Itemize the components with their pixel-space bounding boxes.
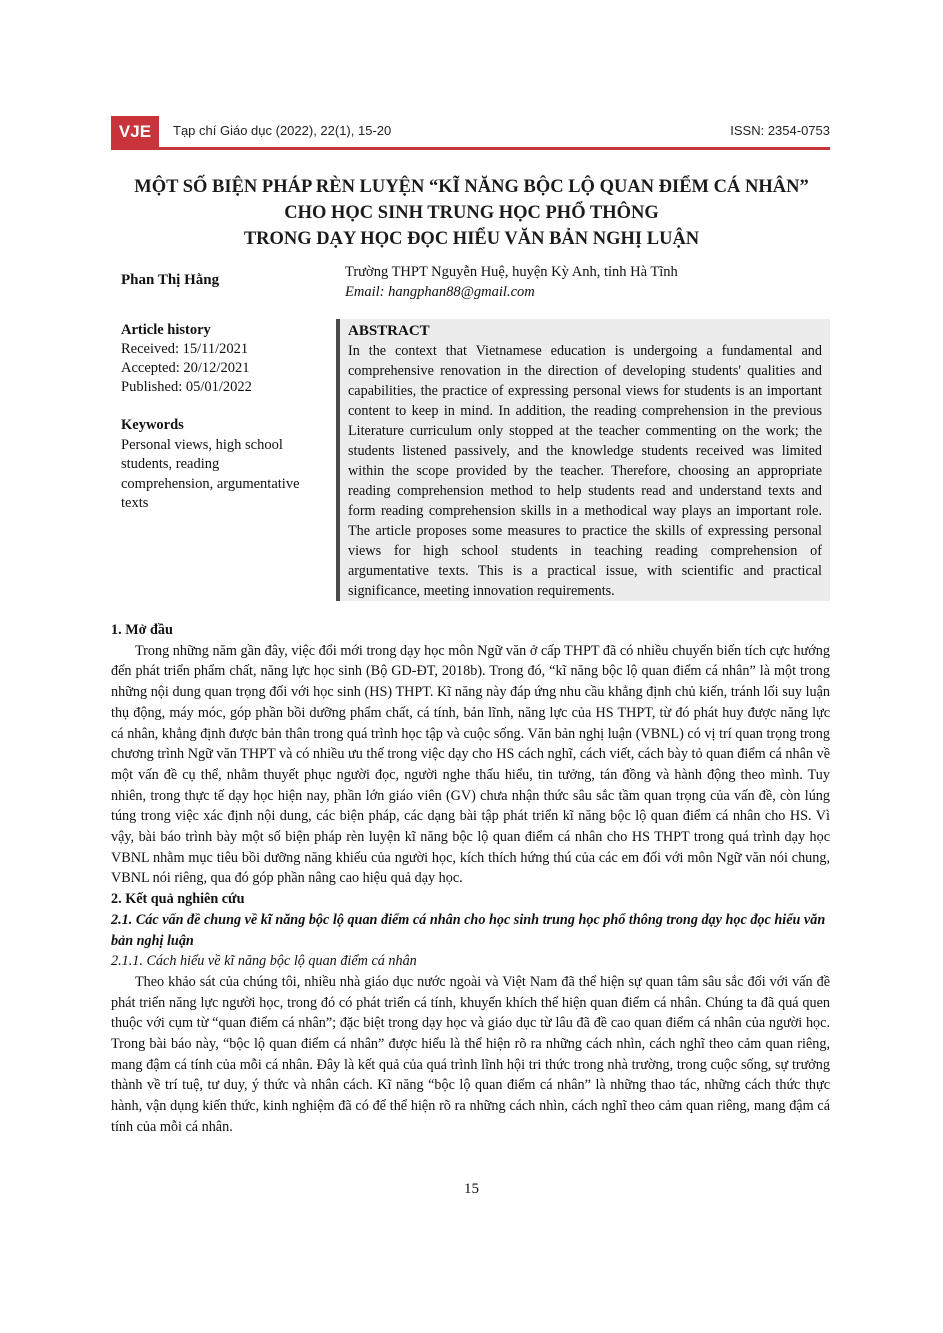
title-line-2: CHO HỌC SINH TRUNG HỌC PHỔ THÔNG [284,203,659,223]
section-2-heading: 2. Kết quả nghiên cứu [111,891,245,908]
article-history [121,321,252,397]
author-email: Email: hangphan88@gmail.com [345,284,535,300]
page-number: 15 [464,1181,479,1197]
abstract-heading: ABSTRACT [348,323,430,339]
published-date: Published: 05/01/2022 [121,379,252,395]
section-2-1-1-heading: 2.1.1. Cách hiểu về kĩ năng bộc lộ quan điểm cá nhân [111,953,417,970]
section-2-1-1-paragraph: Theo khảo sát của chúng tôi, nhiều nhà giáo dục nước ngoài và Việt Nam đã thể hiện sự quan tâm sâu sắc đối với vấn đề phát triển năng lực người học, trong đó có phát triển cá tính, khuyến khích thể hiện quan điểm cá nhân. Chúng ta đã quá quen thuộc với cụm từ “quan điểm cá nhân”; đặc biệt trong dạy học và giáo dục từ lâu đã đề cao quan điểm cá nhân của người học. Trong bài báo này, “bộc lộ quan điểm cá nhân” được hiểu là thể hiện rõ ra những cách nhìn, cách nghĩ theo cảm quan riêng, mang đậm cá tính của mỗi cá nhân. Đây là kết quả của quá trình lĩnh hội tri thức trong nhà trường, trong cuộc sống, sự trưởng thành về trí tuệ, tư duy, ý thức và nhân cách. Kĩ năng “bộc lộ quan điểm cá nhân” là những thao tác, những cách thức thực hành, vận dụng kiến thức, kinh nghiệm đã có để thể hiện rõ ra những cách nhìn, cách nghĩ theo cảm quan riêng, mang đậm cá tính của mỗi cá nhân. [111,973,830,1135]
keywords-heading: Keywords [121,417,184,433]
abstract-text: In the context that Vietnamese education is undergoing a fundamental and comprehensive renovation in the direction of developing students' qualities and capabilities, the practice of expressing personal views for students is an important content to keep in mind. In addition, the reading comprehension in the previous Literature curriculum only stopped at the teacher commenting on the work; the students listened passively, and the knowledge students received was limited within the scope provided by the teacher. Therefore, choosing an appropriate reading comprehension method to help students read and understand texts and form reading comprehension skills in a methodical way plays an important role. The article proposes some measures to practice the skills of expressing personal views for high school students in teaching reading comprehension of argumentative texts. This is a practical issue, with scientific and practical significance, meeting innovation requirements. [348,343,822,599]
title-line-3: TRONG DẠY HỌC ĐỌC HIỂU VĂN BẢN NGHỊ LUẬN [243,229,700,249]
author-affiliation-block [345,262,678,302]
section-1-paragraph: Trong những năm gần đây, việc đổi mới trong dạy học môn Ngữ văn ở cấp THPT đã có nhiều chuyển biến tích cực hướng đến phát triển phẩm chất, năng lực học sinh (Bộ GD-ĐT, 2018b). Trong đó, “kĩ năng bộc lộ quan điểm cá nhân” là một trong những nội dung quan trọng đối với học sinh (HS) THPT. Kĩ năng này đáp ứng nhu cầu khẳng định chủ kiến, tránh lối suy luận thụ động, máy móc, góp phần bồi dưỡng phẩm chất, cá tính, bản lĩnh, năng lực của HS THPT, từ đó phát huy được năng lực cá nhân, khẳng định được bản thân trong quá trình học tập và cuộc sống. Văn bản nghị luận (VBNL) có vị trí quan trọng trong chương trình Ngữ văn THPT và có nhiều ưu thế trong việc dạy cho HS cách nghĩ, cách viết, cách bày tỏ quan điểm cá nhân về một vấn đề cụ thể, nhằm thuyết phục người đọc, người nghe thấu hiểu, tin tưởng, tán đồng và hành động theo mình. Tuy nhiên, trong thực tế dạy học hiện nay, phần lớn giáo viên (GV) chưa nhận thức sâu sắc tầm quan trọng của vấn đề, còn lúng túng trong việc xác định nội dung, các biện pháp, các dạng bài tập phát triển kĩ năng bộc lộ quan điểm cá nhân cho HS. Vì vậy, bài báo trình bày một số biện pháp rèn luyện kĩ năng bộc lộ quan điểm cá nhân cho HS THPT trong quá trình dạy học VBNL nhằm mục tiêu bồi dưỡng năng khiếu của người học, kích thích hứng thú của các em đối với môn Ngữ văn nói chung, VBNL nói riêng, qua đó góp phần nâng cao hiệu quả dạy học. [111,642,830,887]
received-date: Received: 15/11/2021 [121,341,249,357]
author-name: Phan Thị Hằng [121,272,220,288]
article-body [111,620,830,1138]
history-heading: Article history [121,322,211,338]
keywords-block [121,416,311,514]
keywords-text: Personal views, high school students, reading comprehension, argumentative texts [121,436,300,511]
section-1-heading: 1. Mở đầu [111,622,173,638]
header-rule [111,147,830,150]
journal-citation: Tạp chí Giáo dục (2022), 22(1), 15-20 [173,123,392,138]
affiliation: Trường THPT Nguyễn Huệ, huyện Kỳ Anh, tỉnh Hà Tĩnh [345,264,678,280]
section-2-1-heading: 2.1. Các vấn đề chung về kĩ năng bộc lộ quan điểm cá nhân cho học sinh trung học phổ thông trong dạy học đọc hiểu văn bản nghị luận [111,911,826,949]
journal-header [111,116,830,148]
abstract-box [336,319,830,601]
issn: ISSN: 2354-0753 [730,123,830,138]
journal-logo: VJE [111,116,159,148]
article-title [100,174,843,252]
accepted-date: Accepted: 20/12/2021 [121,360,250,376]
title-line-1: MỘT SỐ BIỆN PHÁP RÈN LUYỆN “KĨ NĂNG BỘC LỘ QUAN ĐIỂM CÁ NHÂN” [134,177,809,197]
